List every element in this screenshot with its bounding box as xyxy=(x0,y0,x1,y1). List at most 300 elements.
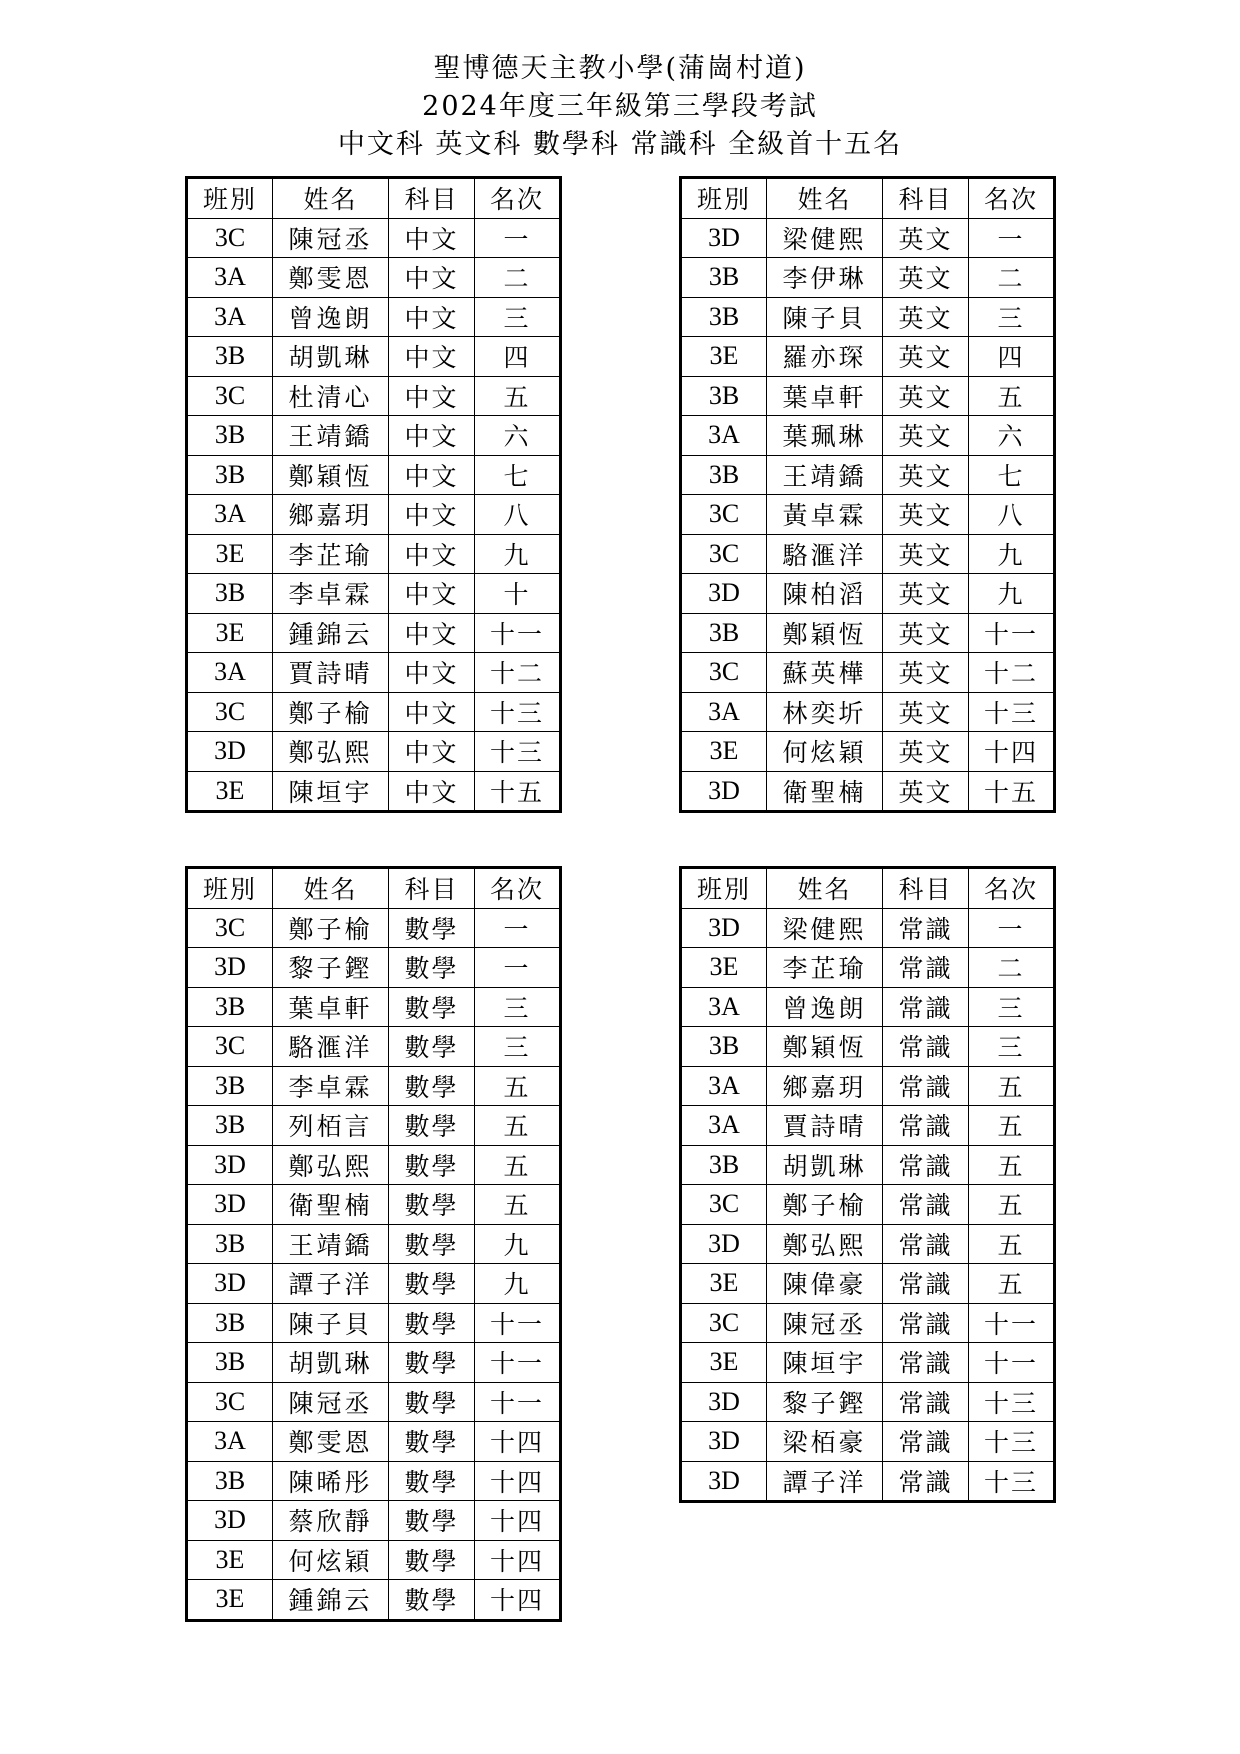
name-cell: 鄭穎恆 xyxy=(767,1027,883,1067)
subject-cell: 英文 xyxy=(883,416,969,456)
subject-cell: 常識 xyxy=(883,1264,969,1304)
subject-cell: 英文 xyxy=(883,732,969,772)
subject-cell: 英文 xyxy=(883,534,969,574)
rank-cell: 三 xyxy=(969,1027,1055,1067)
subject-cell: 中文 xyxy=(389,732,475,772)
subject-cell: 常識 xyxy=(883,1461,969,1502)
document-header xyxy=(0,50,1240,164)
name-cell: 鄭子榆 xyxy=(273,692,389,732)
table-row xyxy=(187,1461,561,1501)
class-cell: 3A xyxy=(681,1066,767,1106)
rank-header: 名次 xyxy=(475,178,561,219)
table-row xyxy=(187,376,561,416)
name-cell: 鄭雯恩 xyxy=(273,1422,389,1462)
name-cell: 李芷瑜 xyxy=(273,534,389,574)
subject-header: 科目 xyxy=(389,178,475,219)
name-cell: 李卓霖 xyxy=(273,574,389,614)
math-ranking-table xyxy=(185,866,562,1622)
rank-cell: 五 xyxy=(969,1106,1055,1146)
chinese-ranking-table xyxy=(185,176,562,813)
table-row xyxy=(681,1461,1055,1502)
name-cell: 王靖鐈 xyxy=(273,416,389,456)
subject-cell: 數學 xyxy=(389,1264,475,1304)
name-cell: 陳晞彤 xyxy=(273,1461,389,1501)
name-cell: 羅亦琛 xyxy=(767,337,883,377)
table-row xyxy=(681,574,1055,614)
name-cell: 鄭子榆 xyxy=(273,908,389,948)
rank-cell: 五 xyxy=(475,376,561,416)
name-cell: 陳冠丞 xyxy=(767,1303,883,1343)
name-cell: 鄭弘熙 xyxy=(273,1145,389,1185)
name-cell: 李伊琳 xyxy=(767,258,883,298)
subject-cell: 中文 xyxy=(389,416,475,456)
table-row xyxy=(187,1580,561,1621)
table-row xyxy=(187,1382,561,1422)
subject-cell: 中文 xyxy=(389,574,475,614)
table-row xyxy=(187,732,561,772)
rank-cell: 十四 xyxy=(475,1580,561,1621)
table-row xyxy=(681,692,1055,732)
table-header-row xyxy=(681,178,1055,219)
rank-cell: 三 xyxy=(969,297,1055,337)
rank-cell: 八 xyxy=(969,495,1055,535)
subject-cell: 數學 xyxy=(389,987,475,1027)
name-cell: 鄭子榆 xyxy=(767,1185,883,1225)
name-cell: 李芷瑜 xyxy=(767,948,883,988)
rank-header: 名次 xyxy=(475,868,561,909)
class-cell: 3C xyxy=(187,692,273,732)
rank-cell: 九 xyxy=(475,534,561,574)
rank-cell: 十三 xyxy=(969,692,1055,732)
name-cell: 曾逸朗 xyxy=(767,987,883,1027)
table-row xyxy=(681,1343,1055,1383)
table-row xyxy=(187,574,561,614)
table-row xyxy=(681,1422,1055,1462)
name-cell: 何炫穎 xyxy=(767,732,883,772)
table-row xyxy=(681,1382,1055,1422)
class-cell: 3B xyxy=(187,574,273,614)
general-studies-ranking-table xyxy=(679,866,1056,1503)
rank-cell: 三 xyxy=(475,1027,561,1067)
name-cell: 賈詩晴 xyxy=(273,653,389,693)
rank-cell: 五 xyxy=(969,1145,1055,1185)
subject-header: 科目 xyxy=(389,868,475,909)
class-cell: 3B xyxy=(681,455,767,495)
table-row xyxy=(681,908,1055,948)
class-cell: 3C xyxy=(681,495,767,535)
table-row xyxy=(681,613,1055,653)
rank-cell: 六 xyxy=(969,416,1055,456)
class-cell: 3B xyxy=(187,337,273,377)
rank-header: 名次 xyxy=(969,868,1055,909)
rank-cell: 二 xyxy=(475,258,561,298)
subject-cell: 英文 xyxy=(883,455,969,495)
table-row xyxy=(681,297,1055,337)
class-cell: 3D xyxy=(681,1461,767,1502)
name-header: 姓名 xyxy=(273,868,389,909)
name-header: 姓名 xyxy=(767,178,883,219)
rank-cell: 十四 xyxy=(475,1461,561,1501)
subject-cell: 數學 xyxy=(389,1106,475,1146)
class-cell: 3B xyxy=(187,1303,273,1343)
rank-cell: 十二 xyxy=(475,653,561,693)
table-row xyxy=(187,297,561,337)
table-row xyxy=(187,1185,561,1225)
rank-cell: 十五 xyxy=(969,771,1055,812)
class-cell: 3D xyxy=(187,1501,273,1541)
rank-cell: 十一 xyxy=(475,613,561,653)
rank-cell: 五 xyxy=(969,1264,1055,1304)
name-cell: 黎子鏗 xyxy=(273,948,389,988)
subject-cell: 中文 xyxy=(389,692,475,732)
subject-cell: 常識 xyxy=(883,1224,969,1264)
name-cell: 列栢言 xyxy=(273,1106,389,1146)
subject-cell: 中文 xyxy=(389,771,475,812)
subject-cell: 中文 xyxy=(389,297,475,337)
name-cell: 曾逸朗 xyxy=(273,297,389,337)
class-cell: 3B xyxy=(187,1066,273,1106)
table-row xyxy=(681,1145,1055,1185)
name-cell: 蔡欣靜 xyxy=(273,1501,389,1541)
name-cell: 黎子鏗 xyxy=(767,1382,883,1422)
subject-cell: 英文 xyxy=(883,376,969,416)
rank-cell: 一 xyxy=(475,948,561,988)
name-cell: 梁健熙 xyxy=(767,908,883,948)
table-row xyxy=(187,948,561,988)
rank-cell: 五 xyxy=(969,1224,1055,1264)
subject-cell: 英文 xyxy=(883,653,969,693)
rank-cell: 一 xyxy=(475,218,561,258)
table-row xyxy=(187,908,561,948)
rank-cell: 十一 xyxy=(969,1303,1055,1343)
table-row xyxy=(187,771,561,812)
class-cell: 3D xyxy=(681,574,767,614)
rank-cell: 十二 xyxy=(969,653,1055,693)
name-cell: 葉卓軒 xyxy=(767,376,883,416)
name-cell: 葉卓軒 xyxy=(273,987,389,1027)
name-cell: 陳冠丞 xyxy=(273,1382,389,1422)
subject-cell: 英文 xyxy=(883,337,969,377)
table-row xyxy=(681,495,1055,535)
subject-cell: 英文 xyxy=(883,692,969,732)
class-cell: 3E xyxy=(681,732,767,772)
subject-header: 科目 xyxy=(883,868,969,909)
name-cell: 王靖鐈 xyxy=(767,455,883,495)
class-cell: 3B xyxy=(681,613,767,653)
subject-cell: 中文 xyxy=(389,455,475,495)
table-row xyxy=(187,416,561,456)
table-row xyxy=(681,732,1055,772)
subject-cell: 數學 xyxy=(389,1145,475,1185)
table-header-row xyxy=(187,868,561,909)
subject-cell: 常識 xyxy=(883,948,969,988)
table-row xyxy=(681,948,1055,988)
table-row xyxy=(187,1422,561,1462)
class-cell: 3C xyxy=(681,1185,767,1225)
rank-cell: 一 xyxy=(475,908,561,948)
subject-cell: 中文 xyxy=(389,653,475,693)
name-cell: 衛聖楠 xyxy=(273,1185,389,1225)
class-cell: 3B xyxy=(681,258,767,298)
class-cell: 3D xyxy=(187,1185,273,1225)
class-cell: 3D xyxy=(681,771,767,812)
name-cell: 蘇英樺 xyxy=(767,653,883,693)
class-cell: 3A xyxy=(681,416,767,456)
name-cell: 鄉嘉玥 xyxy=(767,1066,883,1106)
table-row xyxy=(681,455,1055,495)
subject-cell: 中文 xyxy=(389,258,475,298)
rank-cell: 十三 xyxy=(475,692,561,732)
rank-header: 名次 xyxy=(969,178,1055,219)
subject-cell: 英文 xyxy=(883,771,969,812)
rank-cell: 十四 xyxy=(475,1422,561,1462)
table-row xyxy=(681,534,1055,574)
class-cell: 3E xyxy=(187,1580,273,1621)
name-cell: 李卓霖 xyxy=(273,1066,389,1106)
name-header: 姓名 xyxy=(767,868,883,909)
name-cell: 譚子洋 xyxy=(273,1264,389,1304)
subject-cell: 常識 xyxy=(883,1066,969,1106)
class-cell: 3C xyxy=(681,1303,767,1343)
table-row xyxy=(681,987,1055,1027)
subject-cell: 中文 xyxy=(389,495,475,535)
rank-cell: 十三 xyxy=(475,732,561,772)
subject-cell: 常識 xyxy=(883,1185,969,1225)
table-row xyxy=(187,653,561,693)
class-cell: 3E xyxy=(187,534,273,574)
name-cell: 黃卓霖 xyxy=(767,495,883,535)
rank-cell: 七 xyxy=(475,455,561,495)
document-subtitle: 中文科 英文科 數學科 常識科 全級首十五名 xyxy=(337,129,903,160)
rank-cell: 六 xyxy=(475,416,561,456)
name-cell: 胡凱琳 xyxy=(273,1343,389,1383)
name-cell: 鄭弘熙 xyxy=(273,732,389,772)
table-row xyxy=(187,613,561,653)
table-row xyxy=(187,692,561,732)
class-cell: 3B xyxy=(187,1461,273,1501)
table-row xyxy=(187,1106,561,1146)
class-cell: 3B xyxy=(187,1224,273,1264)
rank-cell: 十一 xyxy=(969,1343,1055,1383)
subject-cell: 數學 xyxy=(389,908,475,948)
class-cell: 3D xyxy=(187,732,273,772)
name-cell: 賈詩晴 xyxy=(767,1106,883,1146)
subject-cell: 英文 xyxy=(883,258,969,298)
table-row xyxy=(187,987,561,1027)
rank-cell: 五 xyxy=(475,1145,561,1185)
subject-cell: 英文 xyxy=(883,574,969,614)
class-cell: 3D xyxy=(681,1224,767,1264)
name-cell: 陳子貝 xyxy=(273,1303,389,1343)
table-row xyxy=(681,416,1055,456)
table-row xyxy=(681,653,1055,693)
subject-cell: 常識 xyxy=(883,1382,969,1422)
subject-cell: 英文 xyxy=(883,297,969,337)
subject-cell: 常識 xyxy=(883,987,969,1027)
rank-cell: 十一 xyxy=(475,1382,561,1422)
subject-cell: 數學 xyxy=(389,1580,475,1621)
table-row xyxy=(187,1027,561,1067)
name-cell: 陳垣宇 xyxy=(273,771,389,812)
class-cell: 3E xyxy=(187,613,273,653)
subject-cell: 中文 xyxy=(389,613,475,653)
rank-cell: 四 xyxy=(475,337,561,377)
name-cell: 林奕圻 xyxy=(767,692,883,732)
subject-cell: 數學 xyxy=(389,1540,475,1580)
rank-cell: 十三 xyxy=(969,1422,1055,1462)
class-cell: 3B xyxy=(681,297,767,337)
table-row xyxy=(681,1185,1055,1225)
class-header: 班別 xyxy=(187,178,273,219)
name-cell: 鄭穎恆 xyxy=(273,455,389,495)
class-cell: 3B xyxy=(187,1343,273,1383)
subject-cell: 數學 xyxy=(389,1382,475,1422)
table-row xyxy=(681,1066,1055,1106)
exam-title: 2024年度三年級第三學段考試 xyxy=(422,91,818,122)
class-cell: 3B xyxy=(681,1145,767,1185)
rank-cell: 九 xyxy=(969,534,1055,574)
name-cell: 陳子貝 xyxy=(767,297,883,337)
table-row xyxy=(681,1303,1055,1343)
subject-cell: 數學 xyxy=(389,1185,475,1225)
name-cell: 葉珮琳 xyxy=(767,416,883,456)
rank-cell: 七 xyxy=(969,455,1055,495)
rank-cell: 五 xyxy=(475,1066,561,1106)
name-cell: 胡凱琳 xyxy=(767,1145,883,1185)
rank-cell: 二 xyxy=(969,258,1055,298)
table-row xyxy=(187,1145,561,1185)
table-row xyxy=(187,258,561,298)
class-cell: 3D xyxy=(187,948,273,988)
subject-cell: 中文 xyxy=(389,218,475,258)
subject-header: 科目 xyxy=(883,178,969,219)
name-cell: 梁健熙 xyxy=(767,218,883,258)
rank-cell: 五 xyxy=(969,376,1055,416)
table-row xyxy=(187,1501,561,1541)
class-cell: 3A xyxy=(187,297,273,337)
class-cell: 3A xyxy=(187,258,273,298)
class-cell: 3E xyxy=(681,1264,767,1304)
table-row xyxy=(187,1224,561,1264)
class-cell: 3D xyxy=(681,1422,767,1462)
school-name: 聖博德天主教小學(蒲崗村道) xyxy=(433,53,807,84)
name-cell: 駱滙洋 xyxy=(767,534,883,574)
subject-cell: 數學 xyxy=(389,1066,475,1106)
class-cell: 3C xyxy=(187,218,273,258)
table-row xyxy=(187,455,561,495)
class-header: 班別 xyxy=(187,868,273,909)
subject-cell: 數學 xyxy=(389,1027,475,1067)
name-cell: 梁栢豪 xyxy=(767,1422,883,1462)
subject-cell: 數學 xyxy=(389,1422,475,1462)
rank-cell: 十一 xyxy=(969,613,1055,653)
rank-cell: 十三 xyxy=(969,1382,1055,1422)
subject-cell: 常識 xyxy=(883,1145,969,1185)
subject-cell: 數學 xyxy=(389,1303,475,1343)
class-cell: 3D xyxy=(187,1264,273,1304)
class-cell: 3B xyxy=(681,376,767,416)
table-row xyxy=(681,1027,1055,1067)
table-row xyxy=(187,218,561,258)
subject-cell: 中文 xyxy=(389,534,475,574)
rank-cell: 十 xyxy=(475,574,561,614)
rank-cell: 十一 xyxy=(475,1343,561,1383)
class-cell: 3E xyxy=(681,1343,767,1383)
rank-cell: 二 xyxy=(969,948,1055,988)
table-row xyxy=(187,1540,561,1580)
name-cell: 何炫穎 xyxy=(273,1540,389,1580)
class-cell: 3B xyxy=(681,1027,767,1067)
subject-cell: 英文 xyxy=(883,613,969,653)
class-cell: 3B xyxy=(187,987,273,1027)
class-cell: 3C xyxy=(187,1027,273,1067)
name-cell: 駱滙洋 xyxy=(273,1027,389,1067)
class-cell: 3A xyxy=(681,692,767,732)
class-cell: 3E xyxy=(681,948,767,988)
class-cell: 3A xyxy=(187,653,273,693)
class-cell: 3B xyxy=(187,416,273,456)
rank-cell: 九 xyxy=(475,1224,561,1264)
subject-cell: 中文 xyxy=(389,337,475,377)
subject-cell: 常識 xyxy=(883,1106,969,1146)
subject-cell: 英文 xyxy=(883,495,969,535)
table-row xyxy=(681,218,1055,258)
rank-cell: 十四 xyxy=(969,732,1055,772)
name-header: 姓名 xyxy=(273,178,389,219)
table-row xyxy=(681,258,1055,298)
rank-cell: 九 xyxy=(475,1264,561,1304)
subject-cell: 數學 xyxy=(389,1461,475,1501)
name-cell: 衛聖楠 xyxy=(767,771,883,812)
class-cell: 3D xyxy=(681,908,767,948)
class-cell: 3D xyxy=(681,1382,767,1422)
table-row xyxy=(187,1264,561,1304)
rank-cell: 五 xyxy=(475,1185,561,1225)
table-row xyxy=(681,376,1055,416)
english-ranking-table xyxy=(679,176,1056,813)
subject-cell: 常識 xyxy=(883,908,969,948)
name-cell: 陳垣宇 xyxy=(767,1343,883,1383)
table-row xyxy=(681,1264,1055,1304)
rank-cell: 五 xyxy=(969,1185,1055,1225)
name-cell: 鍾錦云 xyxy=(273,1580,389,1621)
table-row xyxy=(187,1343,561,1383)
rank-cell: 十一 xyxy=(475,1303,561,1343)
class-cell: 3B xyxy=(187,1106,273,1146)
name-cell: 杜清心 xyxy=(273,376,389,416)
class-cell: 3A xyxy=(187,1422,273,1462)
rank-cell: 三 xyxy=(969,987,1055,1027)
table-row xyxy=(187,1066,561,1106)
subject-cell: 數學 xyxy=(389,1343,475,1383)
table-row xyxy=(681,1106,1055,1146)
subject-cell: 常識 xyxy=(883,1343,969,1383)
subject-cell: 數學 xyxy=(389,1224,475,1264)
table-row xyxy=(681,337,1055,377)
table-row xyxy=(187,495,561,535)
subject-cell: 中文 xyxy=(389,376,475,416)
class-cell: 3E xyxy=(681,337,767,377)
table-row xyxy=(681,1224,1055,1264)
name-cell: 王靖鐈 xyxy=(273,1224,389,1264)
subject-cell: 常識 xyxy=(883,1422,969,1462)
table-row xyxy=(681,771,1055,812)
name-cell: 胡凱琳 xyxy=(273,337,389,377)
rank-cell: 十四 xyxy=(475,1501,561,1541)
class-cell: 3B xyxy=(187,455,273,495)
class-cell: 3D xyxy=(681,218,767,258)
class-cell: 3A xyxy=(681,1106,767,1146)
